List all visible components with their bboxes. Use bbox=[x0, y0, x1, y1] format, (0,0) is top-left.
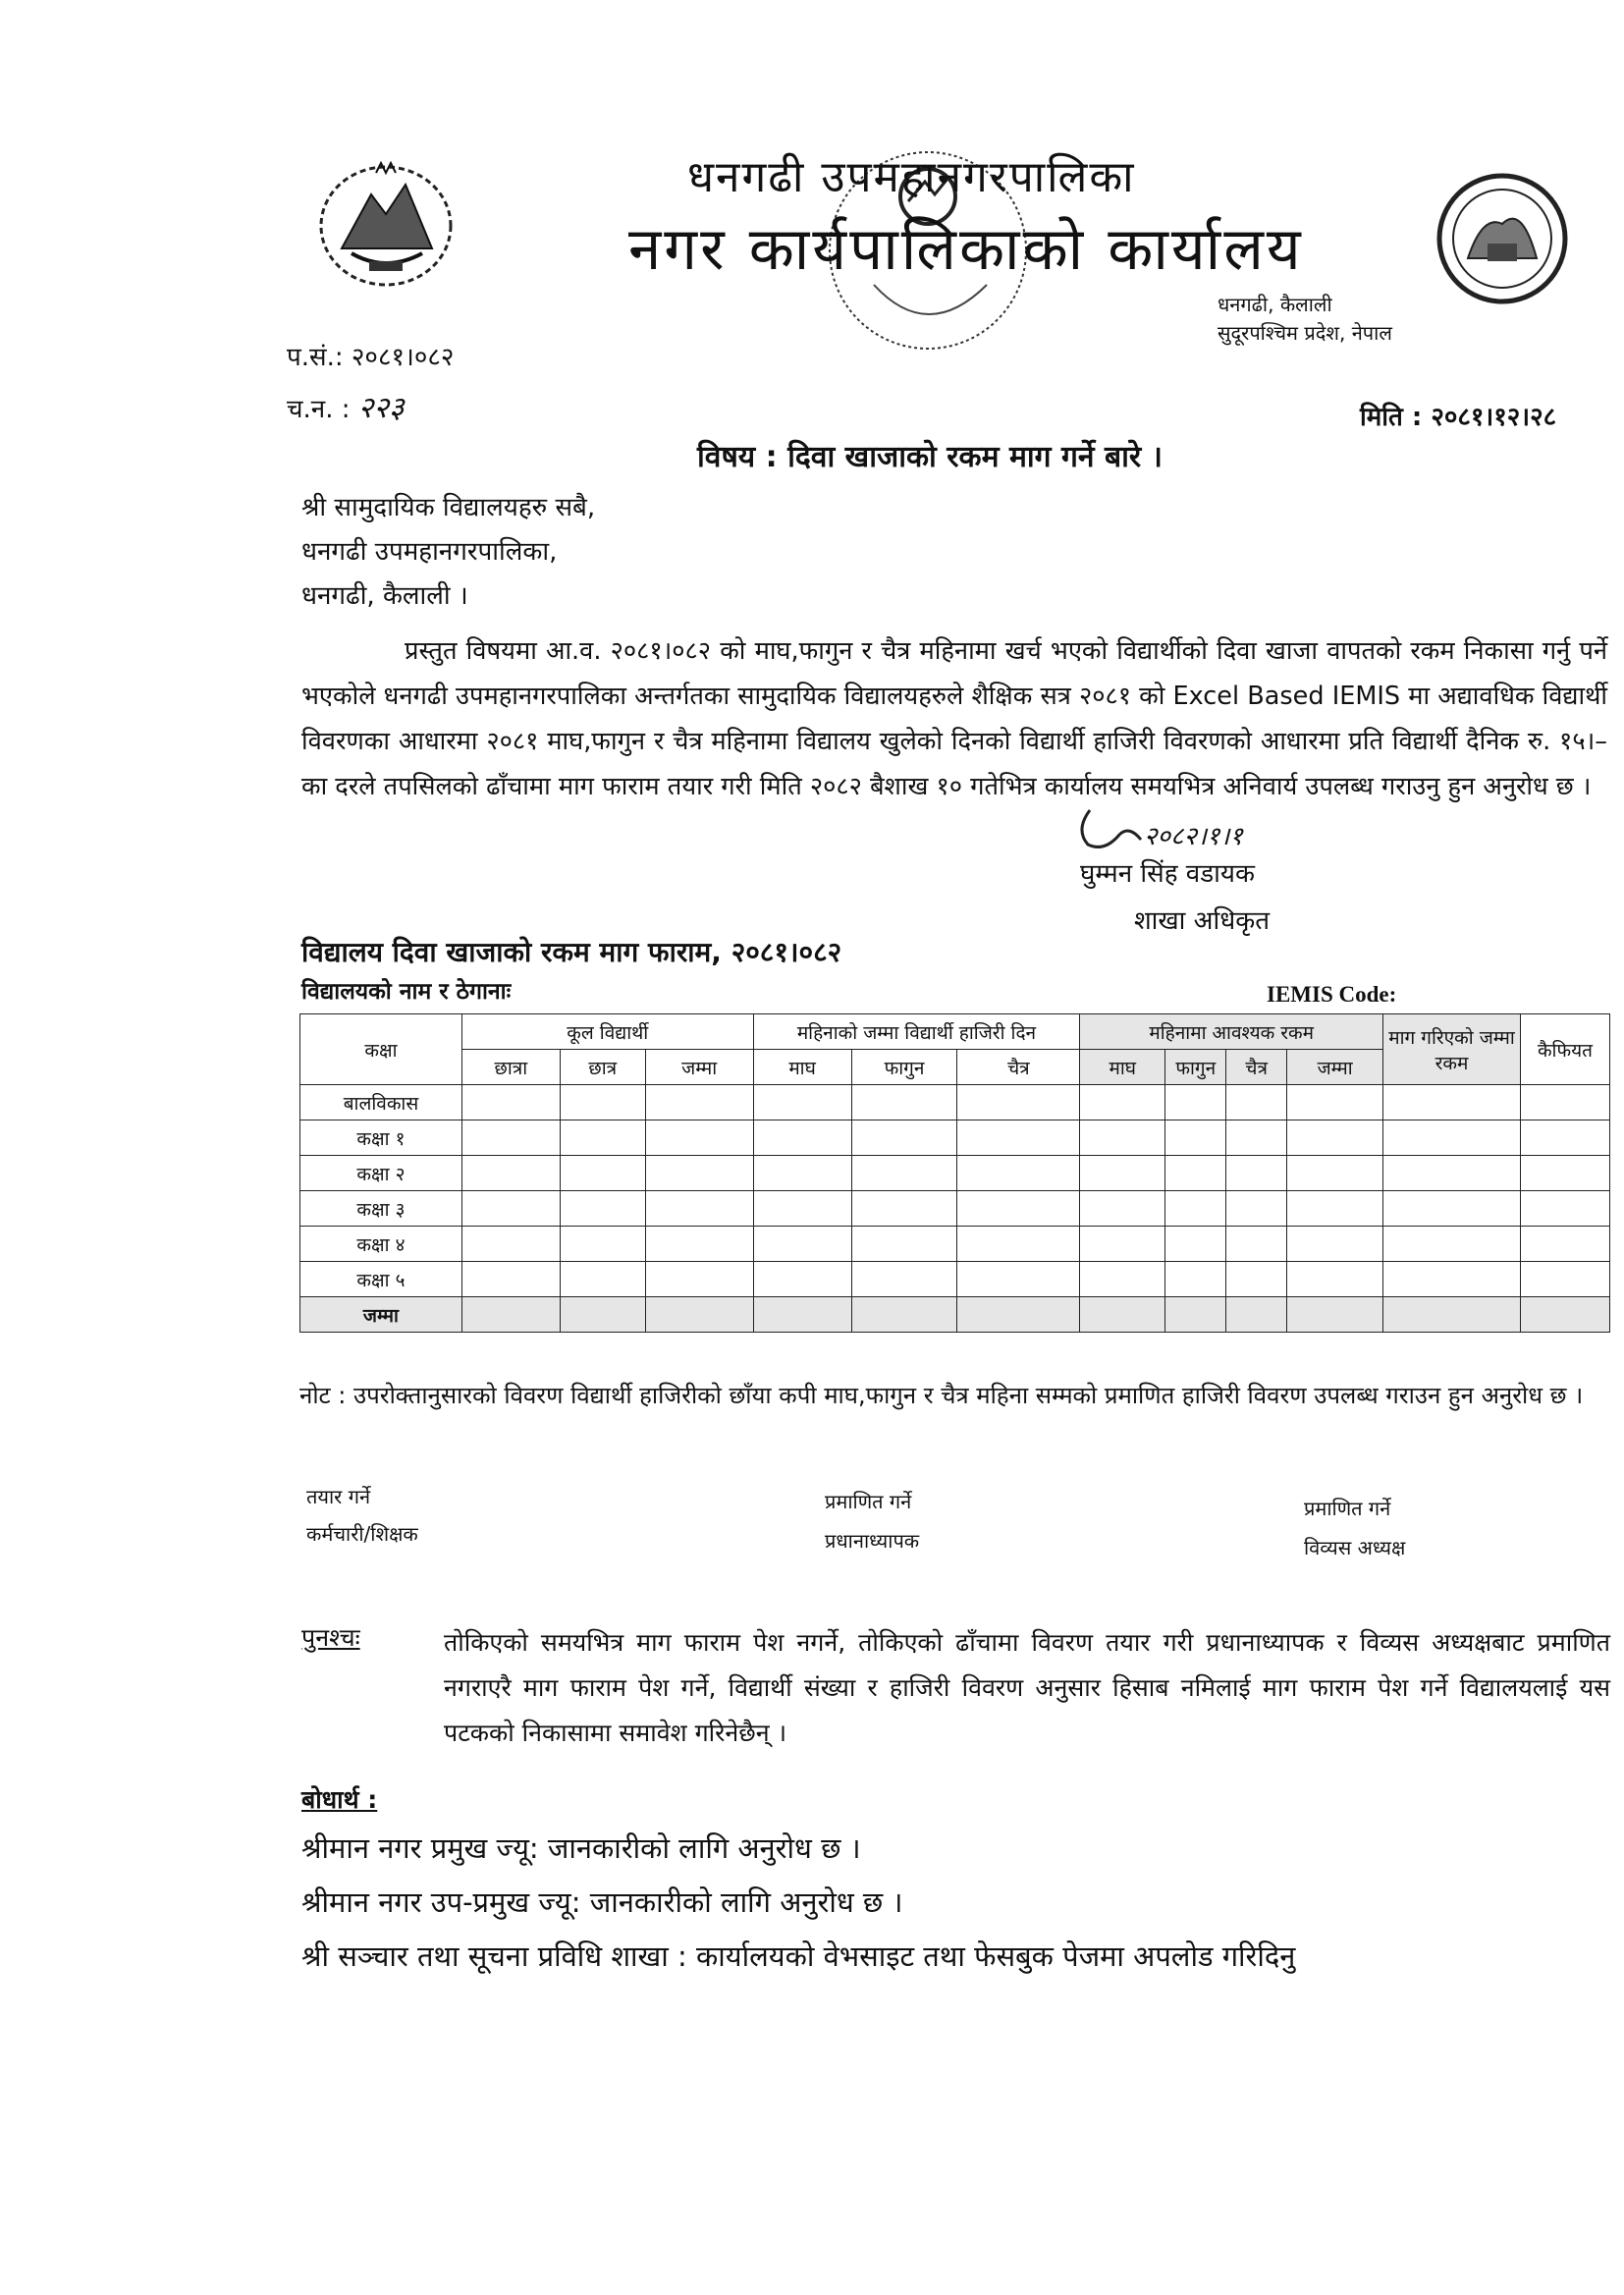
header-students-total: जम्मा bbox=[645, 1050, 753, 1085]
table-row bbox=[300, 1227, 1610, 1262]
certified-by-role-1: प्रधानाध्यापक bbox=[825, 1529, 920, 1553]
letter-date: मिति : २०८१।१२।२८ bbox=[1360, 403, 1557, 432]
table-row bbox=[300, 1156, 1610, 1191]
address-line-1: धनगढी, कैलाली bbox=[1218, 293, 1332, 316]
form-note: नोट : उपरोक्तानुसारको विवरण विद्यार्थी हाजिरीको छाँया कपी माघ,फागुन र चैत्र महिना सम्मको प्रमाणित हाजिरी विवरण उपलब्ध गराउन हुन अनुरोध छ । bbox=[299, 1382, 1584, 1409]
form-title: विद्यालय दिवा खाजाको रकम माग फाराम, २०८१।०८२ bbox=[301, 936, 842, 968]
header-amt-chaitra: चैत्र bbox=[1226, 1050, 1287, 1085]
cc-item: श्रीमान नगर प्रमुख ज्यू: जानकारीको लागि अनुरोध छ । bbox=[301, 1831, 861, 1865]
signature-mark-icon bbox=[1070, 805, 1149, 854]
iemis-code-label: IEMIS Code: bbox=[1267, 982, 1397, 1007]
table-row bbox=[300, 1085, 1610, 1120]
row-label: कक्षा ४ bbox=[300, 1227, 462, 1262]
header-attendance: महिनाको जम्मा विद्यार्थी हाजिरी दिन bbox=[753, 1014, 1080, 1050]
header-att-chaitra: चैत्र bbox=[957, 1050, 1080, 1085]
prepared-by-label: तयार गर्ने bbox=[306, 1485, 371, 1508]
header-girls: छात्रा bbox=[461, 1050, 560, 1085]
table-row bbox=[300, 1191, 1610, 1227]
school-name-label: विद्यालयको नाम र ठेगानाः bbox=[301, 979, 512, 1005]
row-label: कक्षा १ bbox=[300, 1120, 462, 1156]
recipient-line-3: धनगढी, कैलाली । bbox=[301, 581, 468, 611]
municipality-logo-icon bbox=[1434, 165, 1571, 312]
recipient-line-2: धनगढी उपमहानगरपालिका, bbox=[301, 537, 558, 567]
postscript-label: पुनश्चः bbox=[301, 1623, 360, 1652]
header-class: कक्षा bbox=[300, 1014, 462, 1085]
reference-number: प.सं.: २०८१।०८२ bbox=[287, 343, 455, 372]
header-line-2: नगर कार्यपालिकाको कार्यालय bbox=[628, 215, 1304, 284]
header-amt-total: जम्मा bbox=[1287, 1050, 1383, 1085]
postscript-text: तोकिएको समयभित्र माग फाराम पेश नगर्ने, तोकिएको ढाँचामा विवरण तयार गरी प्रधानाध्यापक र विव्यस अध्यक्षबाट प्रमाणित नगराएरै माग फाराम पेश गर्ने, विद्यार्थी संख्या र हाजिरी विवरण अनुसार हिसाब नमिलाई माग फाराम पेश गर्ने विद्यालयलाई यस पटकको निकासामा समावेश गरिनेछैन् । bbox=[444, 1628, 1610, 1747]
header-amt-falgun: फागुन bbox=[1165, 1050, 1226, 1085]
demand-form-table bbox=[299, 1013, 1610, 1333]
cc-item: श्रीमान नगर उप-प्रमुख ज्यू: जानकारीको लागि अनुरोध छ । bbox=[301, 1885, 903, 1919]
header-amount: महिनामा आवश्यक रकम bbox=[1080, 1014, 1383, 1050]
header-requested-amount: माग गरिएको जम्मा रकम bbox=[1383, 1014, 1521, 1085]
header-line-1: धनगढी उपमहानगरपालिका bbox=[687, 152, 1136, 202]
cc-label: बोधार्थ : bbox=[301, 1785, 378, 1814]
signature-date: २०८२।१।१ bbox=[1144, 822, 1243, 851]
address-line-2: सुदूरपश्चिम प्रदेश, नेपाल bbox=[1218, 321, 1392, 345]
subject-line: विषय : दिवा खाजाको रकम माग गर्ने बारे । bbox=[697, 440, 1163, 474]
header-att-falgun: फागुन bbox=[851, 1050, 957, 1085]
dispatch-number bbox=[287, 386, 405, 426]
certified-by-role-2: विव्यस अध्यक्ष bbox=[1304, 1536, 1406, 1559]
table-header-row-1 bbox=[300, 1014, 1610, 1050]
row-label: बालविकास bbox=[300, 1085, 462, 1120]
table-row bbox=[300, 1262, 1610, 1297]
prepared-by-role: कर्मचारी/शिक्षक bbox=[306, 1522, 418, 1546]
row-label: कक्षा ५ bbox=[300, 1262, 462, 1297]
certified-by-label-1: प्रमाणित गर्ने bbox=[825, 1490, 912, 1513]
cc-item: श्री सञ्चार तथा सूचना प्रविधि शाखा : कार्यालयको वेभसाइट तथा फेसबुक पेजमा अपलोड गरिदिनु bbox=[301, 1940, 1296, 1973]
dispatch-label: च.न. : bbox=[287, 395, 351, 424]
header-att-magh: माघ bbox=[753, 1050, 851, 1085]
signatory-name: घुम्मन सिंह वडायक bbox=[1080, 859, 1255, 889]
table-total-row bbox=[300, 1297, 1610, 1333]
row-label: कक्षा २ bbox=[300, 1156, 462, 1191]
recipient-line-1: श्री सामुदायिक विद्यालयहरु सबै, bbox=[301, 493, 596, 522]
header-total-students: कूल विद्यार्थी bbox=[461, 1014, 753, 1050]
row-label: कक्षा ३ bbox=[300, 1191, 462, 1227]
header-boys: छात्र bbox=[560, 1050, 645, 1085]
dispatch-value: २२३ bbox=[357, 391, 405, 425]
total-row-label: जम्मा bbox=[300, 1297, 462, 1333]
signatory-post: शाखा अधिकृत bbox=[1134, 906, 1271, 936]
header-amt-magh: माघ bbox=[1080, 1050, 1165, 1085]
certified-by-label-2: प्रमाणित गर्ने bbox=[1304, 1497, 1391, 1520]
nepal-emblem-icon bbox=[312, 155, 460, 293]
header-remarks: कैफियत bbox=[1520, 1014, 1609, 1085]
table-row bbox=[300, 1120, 1610, 1156]
letter-body: प्रस्तुत विषयमा आ.व. २०८१।०८२ को माघ,फागुन र चैत्र महिनामा खर्च भएको विद्यार्थीको दिवा खाजा वापतको रकम निकासा गर्नु पर्ने भएकोले धनगढी उपमहानगरपालिका अन्तर्गतका सामुदायिक विद्यालयहरुले शैक्षिक सत्र २०८१ को Excel Based IEMIS मा अद्यावधिक विद्यार्थी विवरणका आधारमा २०८१ माघ,फागुन र चैत्र महिनामा विद्यालय खुलेको दिनको विद्यार्थी हाजिरी विवरणको आधारमा प्रति विद्यार्थी दैनिक रु. १५।– का दरले तपसिलको ढाँचामा माग फाराम तयार गरी मिति २०८२ बैशाख १० गतेभित्र कार्यालय समयभित्र अनिवार्य उपलब्ध गराउनु हुन अनुरोध छ । bbox=[301, 636, 1607, 801]
